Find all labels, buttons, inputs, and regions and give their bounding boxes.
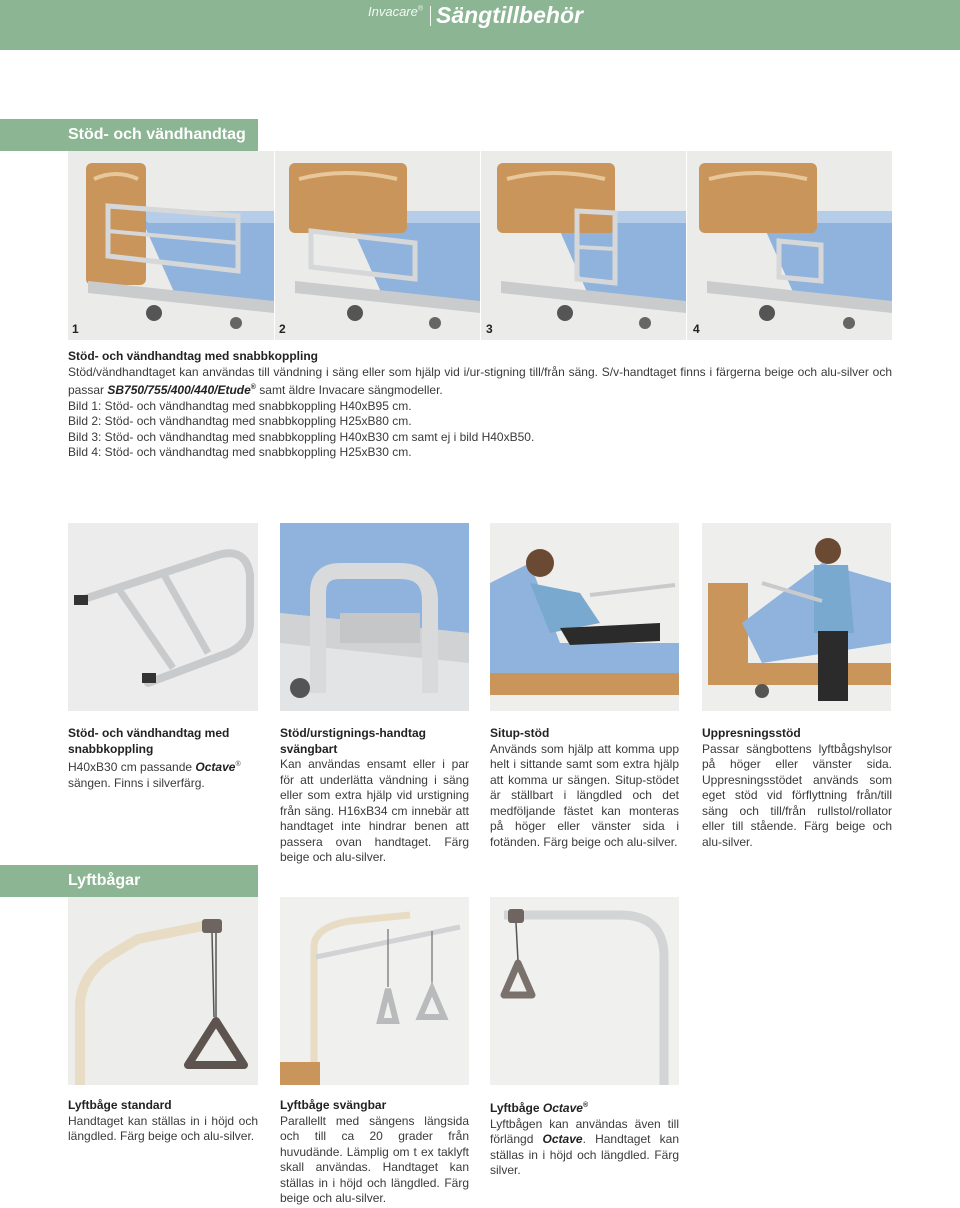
photo-standing-support xyxy=(702,523,891,711)
section1-text-block xyxy=(68,349,892,461)
lift-title: Lyftbåge svängbar xyxy=(280,1098,387,1112)
section-title-lyftbagar: Lyftbågar xyxy=(0,865,258,897)
photo-bed-1 xyxy=(68,151,274,340)
product-description: Passar sängbottens lyftbågshylsor på höger eller vänster sida. Uppresningsstödet används som eget stöd vid förflyttning från/till säng och till/från rullstol/rollator eller till stående. Färg beige och alu-silver. xyxy=(702,741,892,849)
lift-title: Lyftbåge Octave® xyxy=(490,1101,589,1115)
photo-bed-4 xyxy=(687,151,892,340)
lift-swing xyxy=(280,1098,469,1207)
picture-line-2: Bild 2: Stöd- och vändhandtag med snabbkoppling H25xB80 cm. xyxy=(68,414,412,428)
picture-line-4: Bild 4: Stöd- och vändhandtag med snabbkoppling H25xB30 cm. xyxy=(68,445,412,459)
lift-description: Handtaget kan ställas in i höjd och längdled. Färg beige och alu-silver. xyxy=(68,1113,258,1143)
section1-paragraph: Stöd/vändhandtaget kan användas till vändning i säng eller som hjälp vid i/ur-stigning till/från säng. S/v-handtaget finns i färgerna beige och alu-silver och passar SB750/755/400/440/Etude® samt äldre Invacare sängmodeller. xyxy=(68,364,892,397)
product-title: Stöd- och vändhandtag med snabbkoppling xyxy=(68,726,230,756)
lift-description: Lyftbågen kan användas även till förlängd Octave. Handtaget kan ställas in i höjd och längdled. Färg silver. xyxy=(490,1116,679,1177)
photo-handle-octave xyxy=(68,523,258,711)
section1-heading: Stöd- och vändhandtag med snabbkoppling xyxy=(68,349,319,363)
lift-description: Parallellt med sängens längsida och till ca 20 grader från huvudände. Lämplig om t ex taklyft skall användas. Handtaget kan ställas in i höjd och längdled. Färg beige och alu-silver. xyxy=(280,1113,469,1205)
photo-lift-swing xyxy=(280,897,469,1085)
brand-name: Invacare® xyxy=(368,4,424,19)
picture-line-3: Bild 3: Stöd- och vändhandtag med snabbkoppling H40xB30 cm samt ej i bild H40xB50. xyxy=(68,429,535,444)
product-swing-handle xyxy=(280,726,469,866)
product-description: Kan användas ensamt eller i par för att underlätta vändning i säng eller som extra hjälp vid urstigning från säng. H16xB34 cm innebär att handtaget inte hindrar benen att passera ovan handtaget. Färg beige och alu-silver. xyxy=(280,757,469,864)
photo-swing-handle xyxy=(280,523,469,711)
photo-lift-octave xyxy=(490,897,679,1085)
photo-situp-support xyxy=(490,523,679,711)
lift-title: Lyftbåge standard xyxy=(68,1098,172,1112)
product-handle-octave xyxy=(68,726,258,791)
photo-number-4: 4 xyxy=(693,322,700,336)
picture-line-1: Bild 1: Stöd- och vändhandtag med snabbkoppling H40xB95 cm. xyxy=(68,398,412,413)
photo-number-1: 1 xyxy=(72,322,79,336)
product-description: H40xB30 cm passande Octave® sängen. Finns i silverfärg. xyxy=(68,760,241,790)
product-title: Situp-stöd xyxy=(490,726,550,740)
product-title: Uppresningsstöd xyxy=(702,726,801,740)
lift-standard xyxy=(68,1098,258,1145)
header-divider xyxy=(430,6,431,26)
photo-lift-standard xyxy=(68,897,258,1085)
photo-bed-3 xyxy=(481,151,686,340)
photo-number-2: 2 xyxy=(279,322,286,336)
product-situp xyxy=(490,726,679,850)
product-standing-support xyxy=(702,726,892,850)
photo-bed-2 xyxy=(275,151,480,340)
photo-number-3: 3 xyxy=(486,322,493,336)
section-title-stod: Stöd- och vändhandtag xyxy=(0,119,258,151)
page-title: Sängtillbehör xyxy=(436,2,583,28)
product-title: Stöd/urstignings-handtag svängbart xyxy=(280,726,426,756)
product-description: Används som hjälp att komma upp helt i sittande samt som extra hjälp att komma ur sängen. Situp-stödet är ställbart i längdled och det medföljande fästet kan monteras på höger eller vänster sida i fotänden. Färg beige och alu-silver. xyxy=(490,741,679,849)
lift-octave xyxy=(490,1098,679,1179)
